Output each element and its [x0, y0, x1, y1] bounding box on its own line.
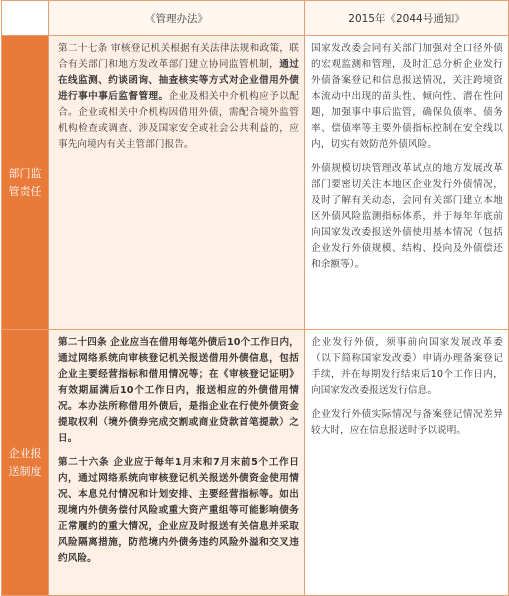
notice-paragraph: 外债规模切块管理改革试点的地方发展改革部门要密切关注本地区企业发行外债情况，及时了解有关动态，会同有关部门建立本地区外债风险监测指标体系，并于每年年底前向国家发改委报送外债使用基本情况（包括企业发行外债规模、结构、投向及外债偿还和余额等）。: [311, 163, 503, 270]
row-label-text: 部门监: [8, 166, 42, 180]
article-26-text-bold: 第二十六条 企业应于每年1月末和7月末前5个工作日内，通过网络系统向审核登记机关报送外债资金使用情况、本息兑付情况和计划安排、主要经营指标等。如出现境内外债务偿付风险或重大资产重组等可能影响债务正常履约的重大情况，企业应及时报送有关信息并采取风险隔离措施，防范境内外债务违约风险外溢和交叉违约风险。: [58, 457, 299, 564]
notice-paragraph: 国家发改委会同有关部门加强对全口径外债的宏观监测和管理，及时汇总分析企业发行外债备案登记和信息报送情况，关注跨境资本流动中出现的苗头性、倾向性、潜在性问题，加强事中事后监管，确保负债率、债务率、偿债率等主要外债指标控制在安全线以内，切实有效防范外债风险。: [311, 43, 503, 150]
article-24-text-bold: 第二十四条 企业应当在借用每笔外债后10个工作日内，通过网络系统向审核登记机关报送借用外债信息，包括企业主要经营指标和借用情况等；在《审核登记证明》有效期届满后10个工作日内，报送相应的外债借用情况。本办法所称借用外债后，是指企业在行使外债资金提取权利（境外债券完成交割或商业贷款首笔提款）之日。: [58, 337, 299, 444]
notice-2044-cell: [305, 330, 509, 596]
notice-2044-cell: [305, 36, 509, 330]
row-label-text: 送制度: [8, 464, 42, 478]
management-measures-cell: [49, 330, 305, 596]
article-26-paragraph: [58, 455, 299, 567]
article-27-paragraph: [58, 41, 299, 153]
header-corner-cell: [2, 1, 49, 36]
row-label-enterprise-reporting: [2, 330, 49, 596]
comparison-table: [1, 0, 509, 596]
row-label-text: 企业报: [8, 446, 42, 460]
table-row-enterprise-reporting: [2, 330, 509, 596]
article-27-text-start: 第二十七条 审核登记机关根据有关法律法规和政策，联合有关部门和地方发改革部门建立协同监管机制，: [58, 43, 299, 70]
row-label-department-supervision: [2, 36, 49, 330]
management-measures-cell: [49, 36, 305, 330]
header-management-measures: 《管理办法》: [49, 1, 305, 36]
article-24-paragraph: [58, 335, 299, 447]
table-header-row: [2, 1, 509, 36]
notice-paragraph: 企业发行外债，须事前向国家发展改革委（以下简称国家发改委）申请办理备案登记手续，并在每期发行结束后10个工作日内，向国家发改委报送发行信息。: [311, 337, 503, 396]
header-2044-notice: 2015年《2044号通知》: [305, 1, 509, 36]
notice-paragraph: 企业发行外债实际情况与备案登记情况差异较大时，应在信息报送时予以说明。: [311, 409, 503, 436]
article-27-text-bold: 通过在线监测、约谈函询、抽查核实等方式对企业借用外债进行事中事后监督管理。: [58, 59, 300, 102]
table-row-department-supervision: [2, 36, 509, 330]
article-27-text-end: 企业及相关中介机构应予以配合。企业或相关中介机构因借用外债，需配合境外监管机构检查或调查、涉及国家安全或社会公共利益的，应事先向境内有关主管部门报告。: [58, 91, 299, 150]
row-label-text: 管责任: [8, 184, 42, 198]
